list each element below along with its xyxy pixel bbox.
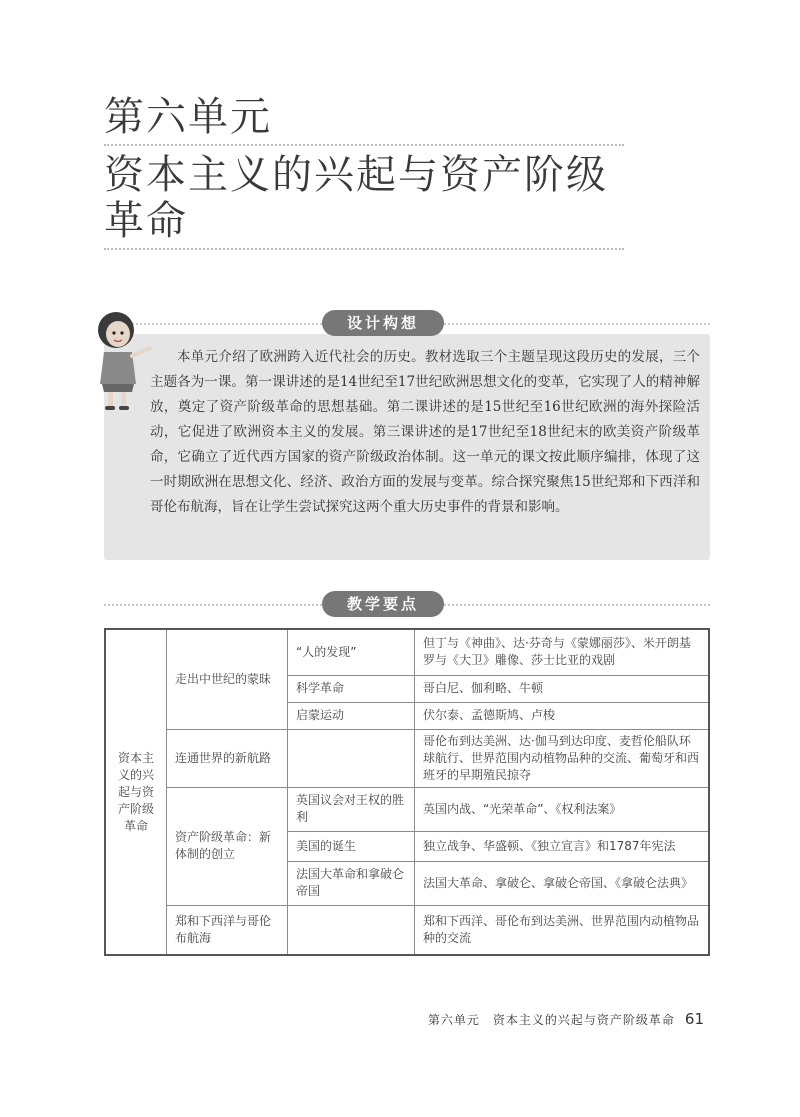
detail-cell: 但丁与《神曲》、达·芬奇与《蒙娜丽莎》、米开朗基罗与《大卫》雕像、莎士比亚的戏剧	[415, 629, 710, 675]
page-number: 61	[684, 1010, 704, 1028]
detail-cell: 郑和下西洋、哥伦布到达美洲、世界范围内动植物品种的交流	[415, 905, 710, 955]
table-row	[105, 729, 709, 787]
table-row	[105, 787, 709, 831]
subtopic-cell	[288, 905, 415, 955]
lesson-name: 郑和下西洋与哥伦布航海	[167, 905, 288, 955]
subtopic-cell: “人的发现”	[288, 629, 415, 675]
detail-cell: 哥白尼、伽利略、牛顿	[415, 675, 710, 702]
design-paragraph: 本单元介绍了欧洲跨入近代社会的历史。教材选取三个主题呈现这段历史的发展，三个主题各为一课。第一课讲述的是14世纪至17世纪欧洲思想文化的变革，它实现了人的精神解放，奠定了资产阶级革命的思想基础。第二课讲述的是15世纪至16世纪欧洲的海外探险活动，它促进了欧洲资本主义的发展。第三课讲述的是17世纪至18世纪末的欧美资产阶级革命，它确立了近代西方国家的资产阶级政治体制。这一单元的课文按此顺序编排，体现了这一时期欧洲在思想文化、经济、政治方面的发展与变革。综合探究聚焦15世纪郑和下西洋和哥伦布航海，旨在让学生尝试探究这两个重大历史事件的背景和影响。	[150, 349, 700, 515]
subtopic-cell: 科学革命	[288, 675, 415, 702]
teacher-mascot-illustration	[88, 308, 154, 412]
table-row	[105, 905, 709, 955]
detail-cell: 英国内战、“光荣革命”、《权利法案》	[415, 787, 710, 831]
unit-title	[104, 94, 624, 250]
page-footer	[404, 1010, 704, 1028]
subtopic-cell	[288, 729, 415, 787]
subtopic-cell: 美国的诞生	[288, 831, 415, 861]
design-heading: 设计构想	[322, 310, 444, 336]
key-points-heading: 教学要点	[322, 591, 444, 617]
running-head: 第六单元 资本主义的兴起与资产阶级革命	[427, 1013, 675, 1027]
subtopic-cell: 法国大革命和拿破仑帝国	[288, 861, 415, 905]
lesson-name: 资产阶级革命：新体制的创立	[167, 787, 288, 905]
detail-cell: 独立战争、华盛顿、《独立宣言》和1787年宪法	[415, 831, 710, 861]
topic-cell: 资本主义的兴起与资产阶级革命	[105, 629, 167, 955]
lesson-name: 走出中世纪的蒙昧	[167, 629, 288, 729]
detail-cell: 哥伦布到达美洲、达·伽马到达印度、麦哲伦船队环球航行、世界范围内动植物品种的交流、葡萄牙和西班牙的早期殖民掠夺	[415, 729, 710, 787]
unit-theme-title: 资本主义的兴起与资产阶级革命	[104, 152, 624, 250]
lesson-name: 连通世界的新航路	[167, 729, 288, 787]
detail-cell: 法国大革命、拿破仑、拿破仑帝国、《拿破仑法典》	[415, 861, 710, 905]
unit-number-title: 第六单元	[104, 94, 624, 146]
subtopic-cell: 英国议会对王权的胜利	[288, 787, 415, 831]
key-points-table	[104, 628, 710, 956]
table-row	[105, 629, 709, 675]
subtopic-cell: 启蒙运动	[288, 702, 415, 729]
detail-cell: 伏尔泰、孟德斯鸠、卢梭	[415, 702, 710, 729]
